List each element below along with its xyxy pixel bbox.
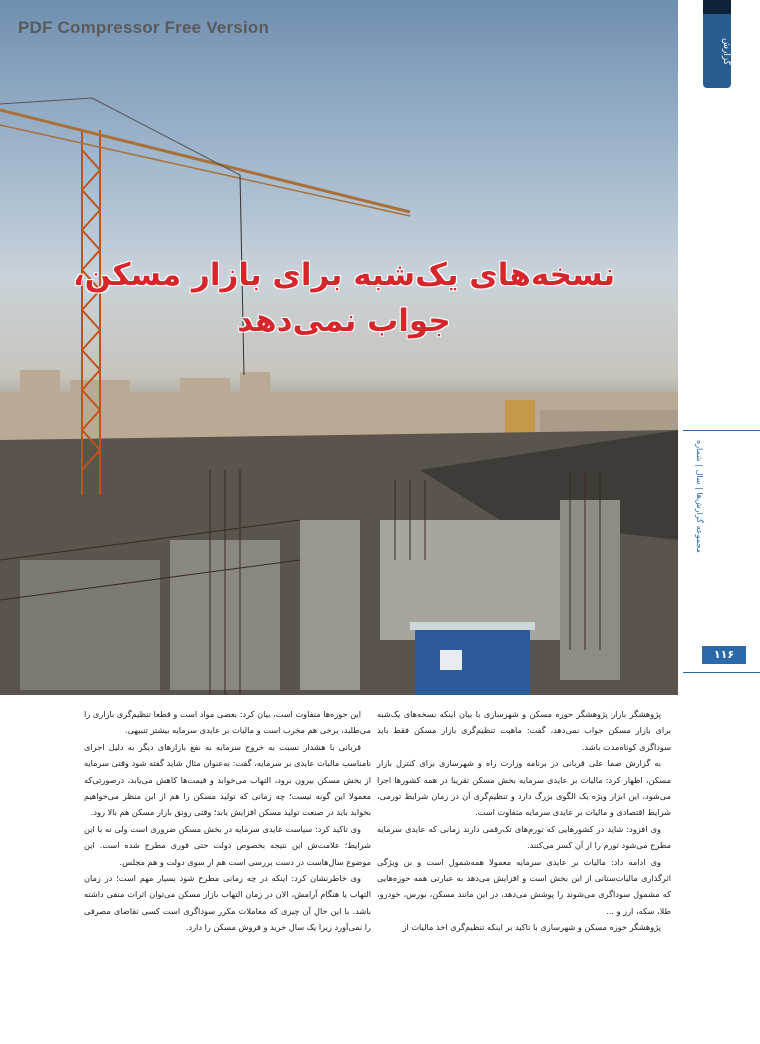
paragraph: پژوهشگر بازار پژوهشگر حوزه مسکن و شهرسازی با بیان اینکه نسخه‌های یک‌شبه برای بازار مسکن جواب نمی‌دهد، گفت: ماهیت تنظیم‌گری بازار مسکن فقط باید سوداگری کوتاه‌مدت باشد. <box>377 709 671 752</box>
section-tab-label: گزارش <box>721 38 731 66</box>
paragraph: وی تاکید کرد: سیاست عایدی سرمایه در بخش مسکن ضروری است ولی نه با این شرایط؛ علامت‌ش این نتیجه بخصوص دولت حتی فوری مطرح شده است. این موضوع سال‌هاست در دست بررسی است هم از سوی دولت و هم مجلس. <box>84 823 371 867</box>
paragraph: وی خاطرنشان کرد: اینکه در چه زمانی مطرح شود بسیار مهم است؛ در زمان التهاب یا هنگام آرامش، الان در زمان التهاب بازار مسکن می‌توان اثرات منفی داشته باشد. با این حال آن چیزی که معاملات مکرر سوداگری است کسی تقاضای مصرفی را نمی‌آورد زیرا یک سال خرید و فروش مسکن را دارد. <box>84 873 371 933</box>
section-tab-cap <box>703 0 731 14</box>
section-tab <box>703 0 731 88</box>
paragraph: این حوزه‌ها متفاوت است، بیان کرد: بعضی مواد است و قطعا تنظیم‌گری بازاری را می‌طلبد، برخی هم مخرب است و مالیات بر عایدی سرمایه بیشتر تنبیهی. <box>84 709 371 736</box>
paragraph: قربانی با هشدار نسبت به خروج سرمایه به نفع بازارهای دیگر به دلیل اجرای نامناسب مالیات عایدی بر سرمایه، گفت: به‌عنوان مثال شاید گفته شود وقتی سرمایه از بخش مسکن بیرون برود، التهاب می‌خوابد و قیمت‌ها کاهش می‌یابد، درصورتی‌که معمولا این گونه نیست؛ چه زمانی که تولید مسکن را هم از این منظر می‌خواهیم بخوابد باید در صنعت تولید مسکن افزایش یابد؛ وقتی رونق بازار مسکن هم بالا رود. <box>84 741 371 818</box>
watermark-text: PDF Compressor Free Version <box>18 18 270 37</box>
journal-info: مجموعه گزارش‌ها | سال | شماره <box>695 440 704 553</box>
journal-divider-bottom <box>683 672 760 673</box>
article-column-right <box>377 706 671 936</box>
paragraph: وی افزود: شاید در کشورهایی که تورم‌های تک‌رقمی دارند زمانی که عایدی سرمایه مطرح می‌شود تورم را از آن کسر می‌کنند. <box>377 823 671 851</box>
page-number: ۱۱۶ <box>702 646 746 664</box>
journal-divider-top <box>683 430 760 431</box>
article-column-left <box>84 706 371 936</box>
paragraph: وی ادامه داد: مالیات بر عایدی سرمایه معمولا همه‌شمول است و بن ویژگی اثرگذاری مالیات‌ستانی از این بخش است و افزایش می‌دهد به عبارتی همه حوزه‌هایی که مشمول سوداگری می‌شوند را پوشش می‌دهد، در این مانند مسکن، بورس، خودرو، طلا، سکه، ارز و ... <box>377 856 671 916</box>
paragraph: به گزارش صما علی قربانی در برنامه وزارت راه و شهرسازی برای کنترل بازار مسکن، اظهار کرد: مالیات بر عایدی سرمایه بخش مسکن تقریبا در همه کشورها اجرا می‌شود، این ابزار ویژه یک الگوی بزرگ دارد و تنظیم‌گری آن در زمان شرایط تورمی، شرایط اقتصادی و مالیات بر عایدی سرمایه متفاوت است. <box>377 758 671 818</box>
headline-line-1: نسخه‌های یک‌شبه برای بازار مسکن، <box>72 257 616 293</box>
headline-line-2: جواب نمی‌دهد <box>237 303 451 339</box>
paragraph: پژوهشگر حوزه مسکن و شهرسازی با تاکید بر اینکه تنظیم‌گری اخذ مالیات از <box>402 922 661 933</box>
article-headline <box>64 252 624 344</box>
site-cabin <box>410 622 535 695</box>
